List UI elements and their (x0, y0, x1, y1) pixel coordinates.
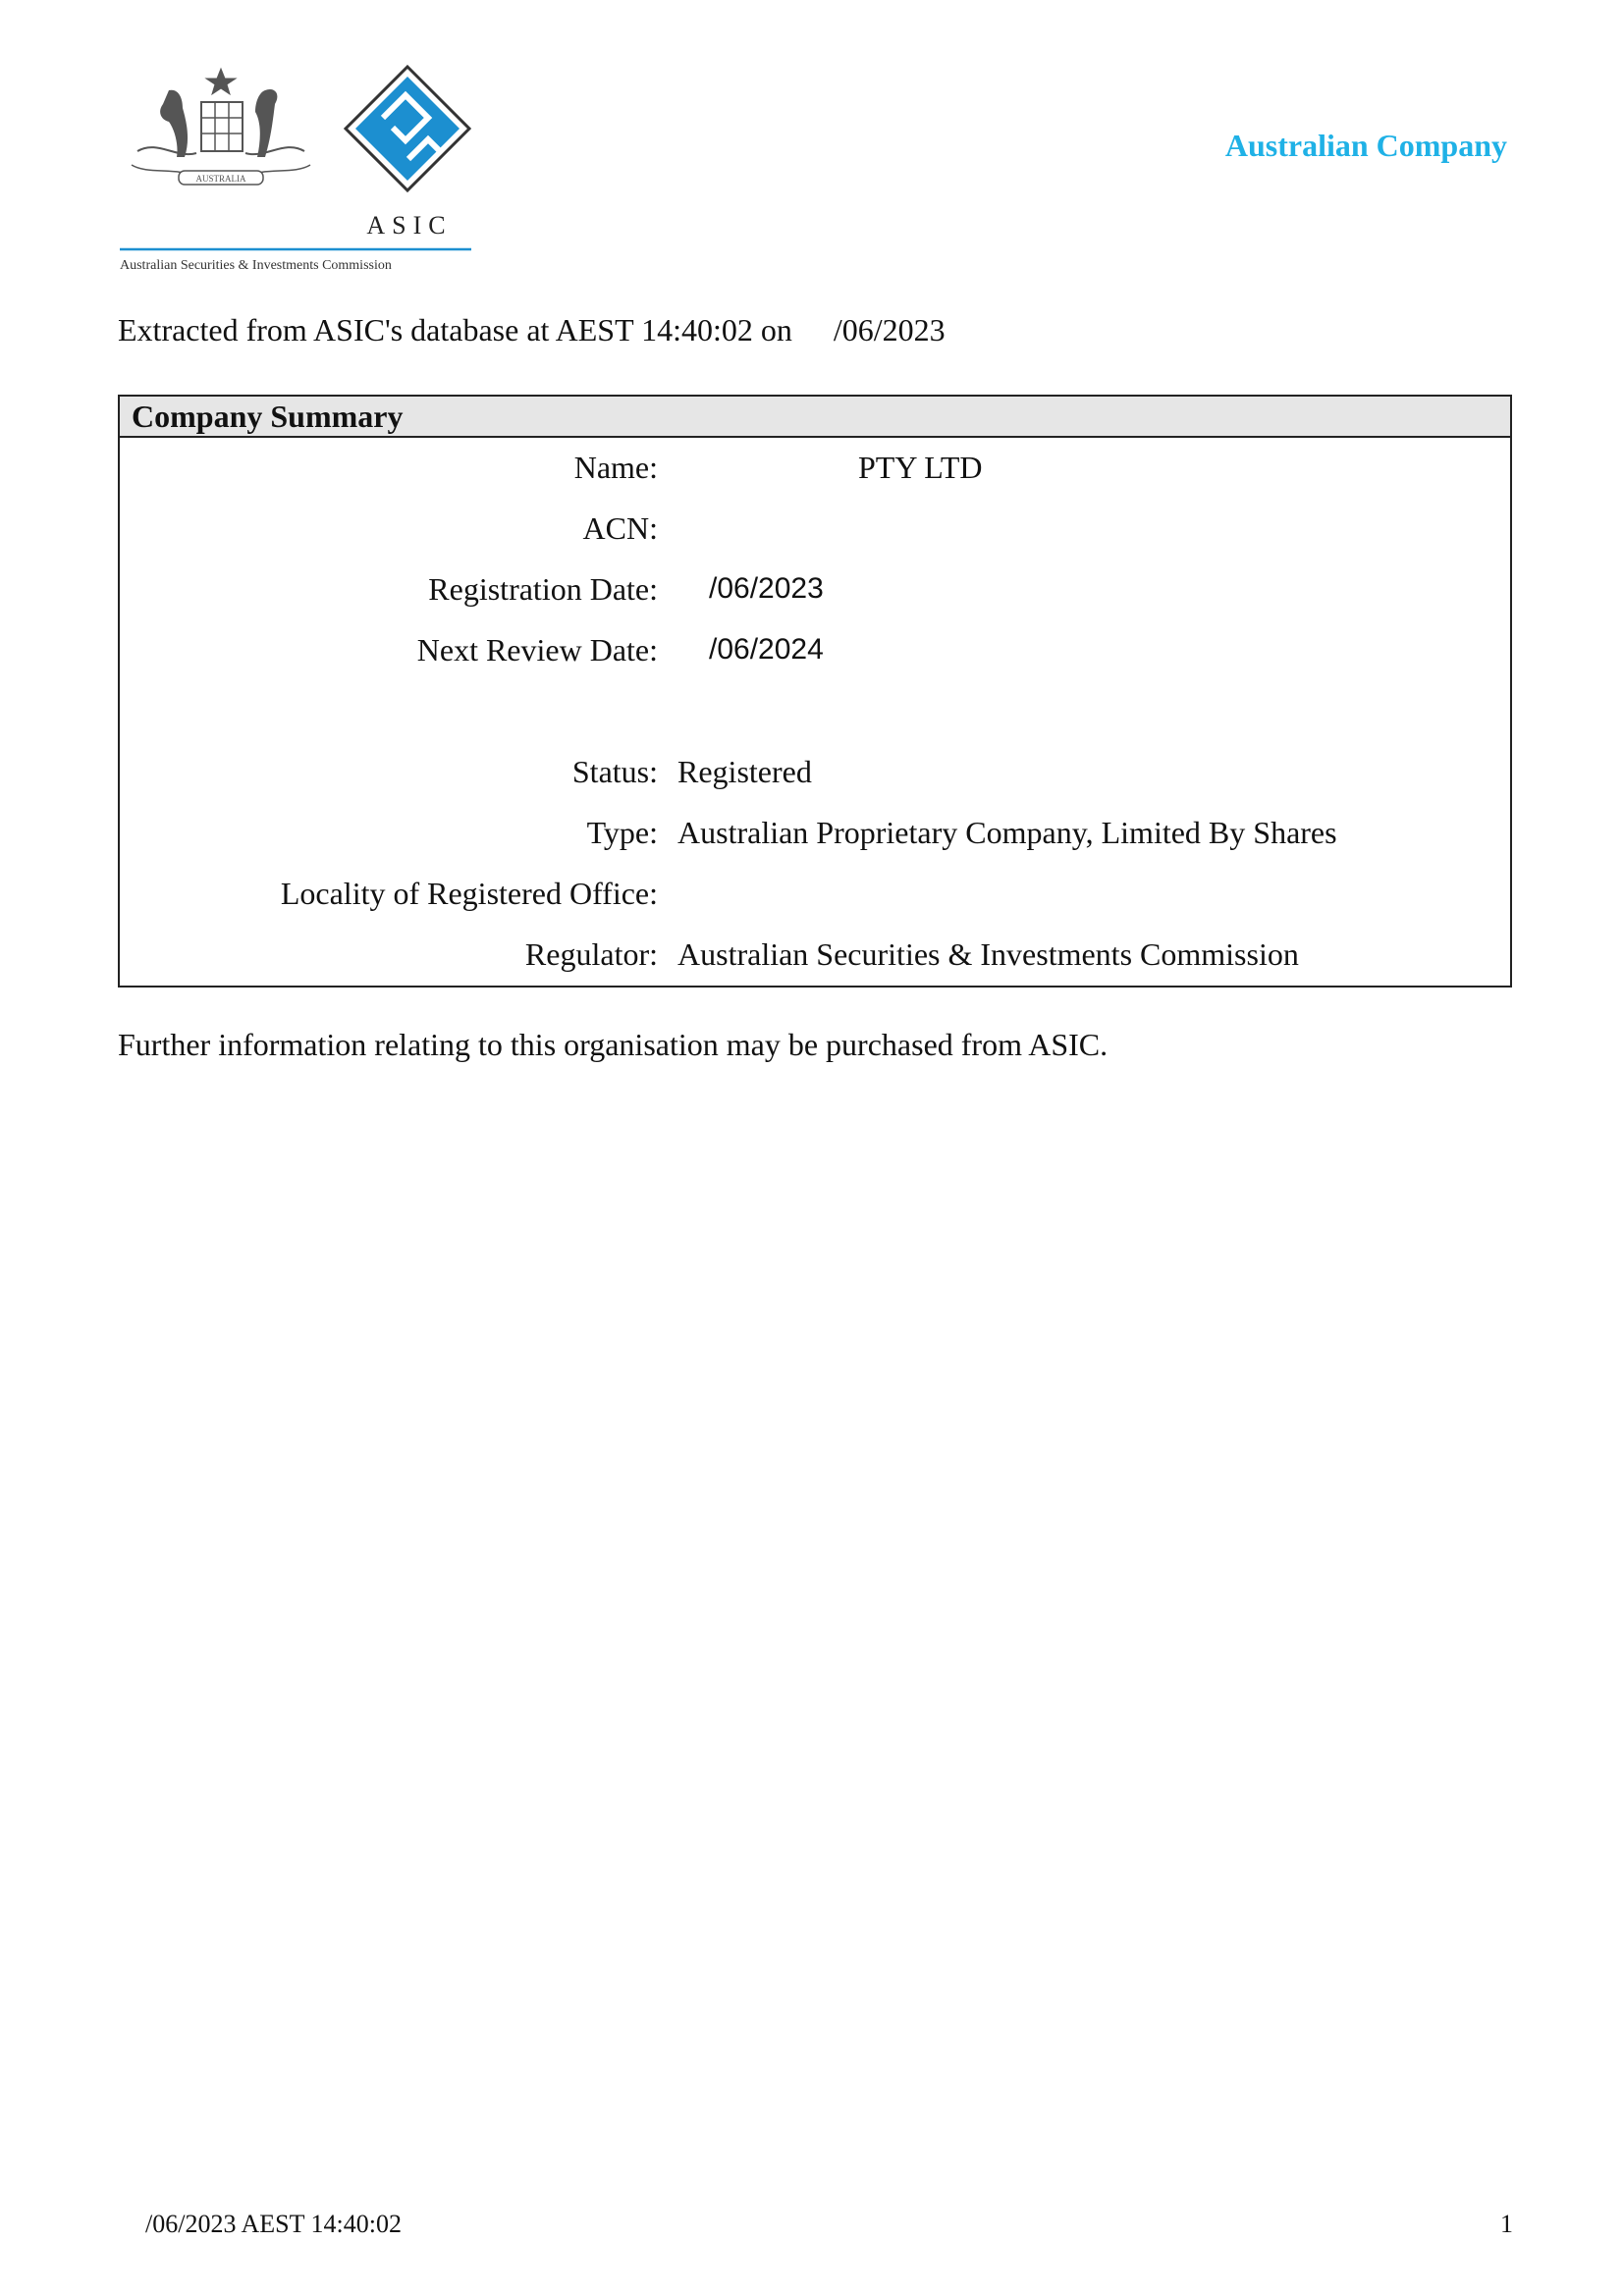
asic-logo-graphic (118, 61, 473, 277)
document-type-title: Australian Company (1224, 128, 1507, 163)
logo-caption: Australian Securities & Investments Commission (120, 258, 392, 273)
summary-row-registration-date (120, 569, 1510, 609)
status-value: Registered (677, 754, 812, 789)
locality-label: Locality of Registered Office: (280, 876, 658, 911)
summary-row-regulator (120, 934, 1510, 974)
footer-page-number: 1 (1500, 2210, 1513, 2238)
next-review-date-label: Next Review Date: (416, 632, 658, 667)
coat-of-arms-icon (132, 69, 310, 185)
summary-row-name (120, 448, 1510, 487)
extract-prefix: Extracted from ASIC's database at AEST 14:40:02 on (118, 312, 792, 347)
name-value: PTY LTD (858, 450, 983, 485)
next-review-date-value: /06/2024 (709, 633, 824, 666)
type-label: Type: (586, 815, 658, 850)
acn-label: ACN: (582, 510, 658, 546)
summary-row-locality (120, 874, 1510, 913)
registration-date-value: /06/2023 (709, 572, 824, 605)
regulator-value: Australian Securities & Investments Commission (677, 936, 1299, 972)
asic-logo (118, 61, 473, 277)
status-label: Status: (571, 754, 658, 789)
type-value: Australian Proprietary Company, Limited By Shares (677, 815, 1337, 850)
footer-timestamp: /06/2023 AEST 14:40:02 (145, 2210, 402, 2238)
extract-line (118, 312, 946, 348)
summary-row-status (120, 752, 1510, 791)
company-summary-box (118, 395, 1512, 988)
summary-row-next-review-date (120, 630, 1510, 669)
summary-row-acn (120, 508, 1510, 548)
name-label: Name: (573, 450, 658, 485)
registration-date-label: Registration Date: (428, 571, 658, 607)
company-summary-heading: Company Summary (120, 397, 1510, 438)
summary-row-type (120, 813, 1510, 852)
further-information-note: Further information relating to this organisation may be purchased from ASIC. (118, 1027, 1109, 1062)
asic-wordmark: ASIC (366, 211, 453, 240)
asic-diamond-icon (346, 67, 469, 190)
regulator-label: Regulator: (524, 936, 658, 972)
extract-date: /06/2023 (833, 312, 946, 347)
crest-banner-text: AUSTRALIA (195, 174, 246, 184)
